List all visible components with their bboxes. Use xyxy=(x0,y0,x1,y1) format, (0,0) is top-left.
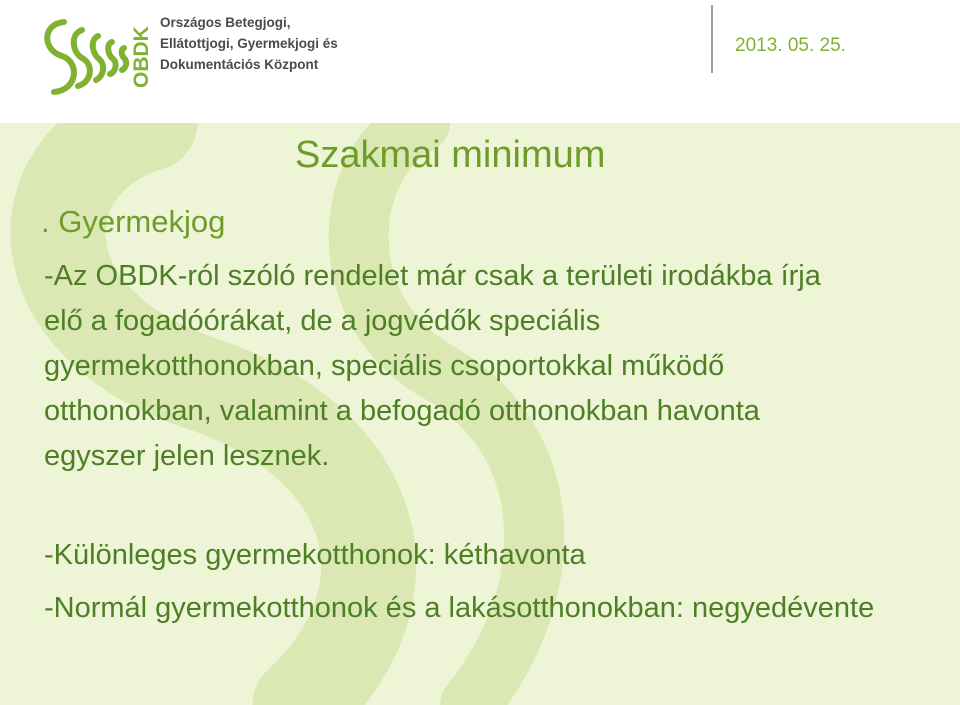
slide-date: 2013. 05. 25. xyxy=(735,35,846,56)
logo-organization-name xyxy=(160,12,338,75)
paragraph-kulonleges: -Különleges gyermekotthonok: kéthavonta xyxy=(44,539,586,571)
slide-subtitle: . Gyermekjog xyxy=(41,204,226,239)
header-divider xyxy=(711,5,713,73)
paragraph-rendelet: -Az OBDK-ról szóló rendelet már csak a területi irodákba írja elő a fogadóórákat, de a jogvédők speciális gyermekotthonokban, speciális csoportokkal működő otthonokban, valamint a befogadó otthonokban havonta egyszer jelen lesznek. xyxy=(44,260,821,472)
slide-header xyxy=(0,0,960,123)
slide-body xyxy=(0,123,960,705)
paragraph-normal: -Normál gyermekotthonok és a lakásotthonokban: negyedévente xyxy=(44,592,875,624)
logo-line-3: Dokumentációs Központ xyxy=(160,57,319,72)
logo-obdk-letters: OBDK xyxy=(130,26,153,88)
logo-line-1: Országos Betegjogi, xyxy=(160,15,291,30)
slide-title: Szakmai minimum xyxy=(295,134,606,176)
logo-line-2: Ellátottjogi, Gyermekjogi és xyxy=(160,36,338,51)
